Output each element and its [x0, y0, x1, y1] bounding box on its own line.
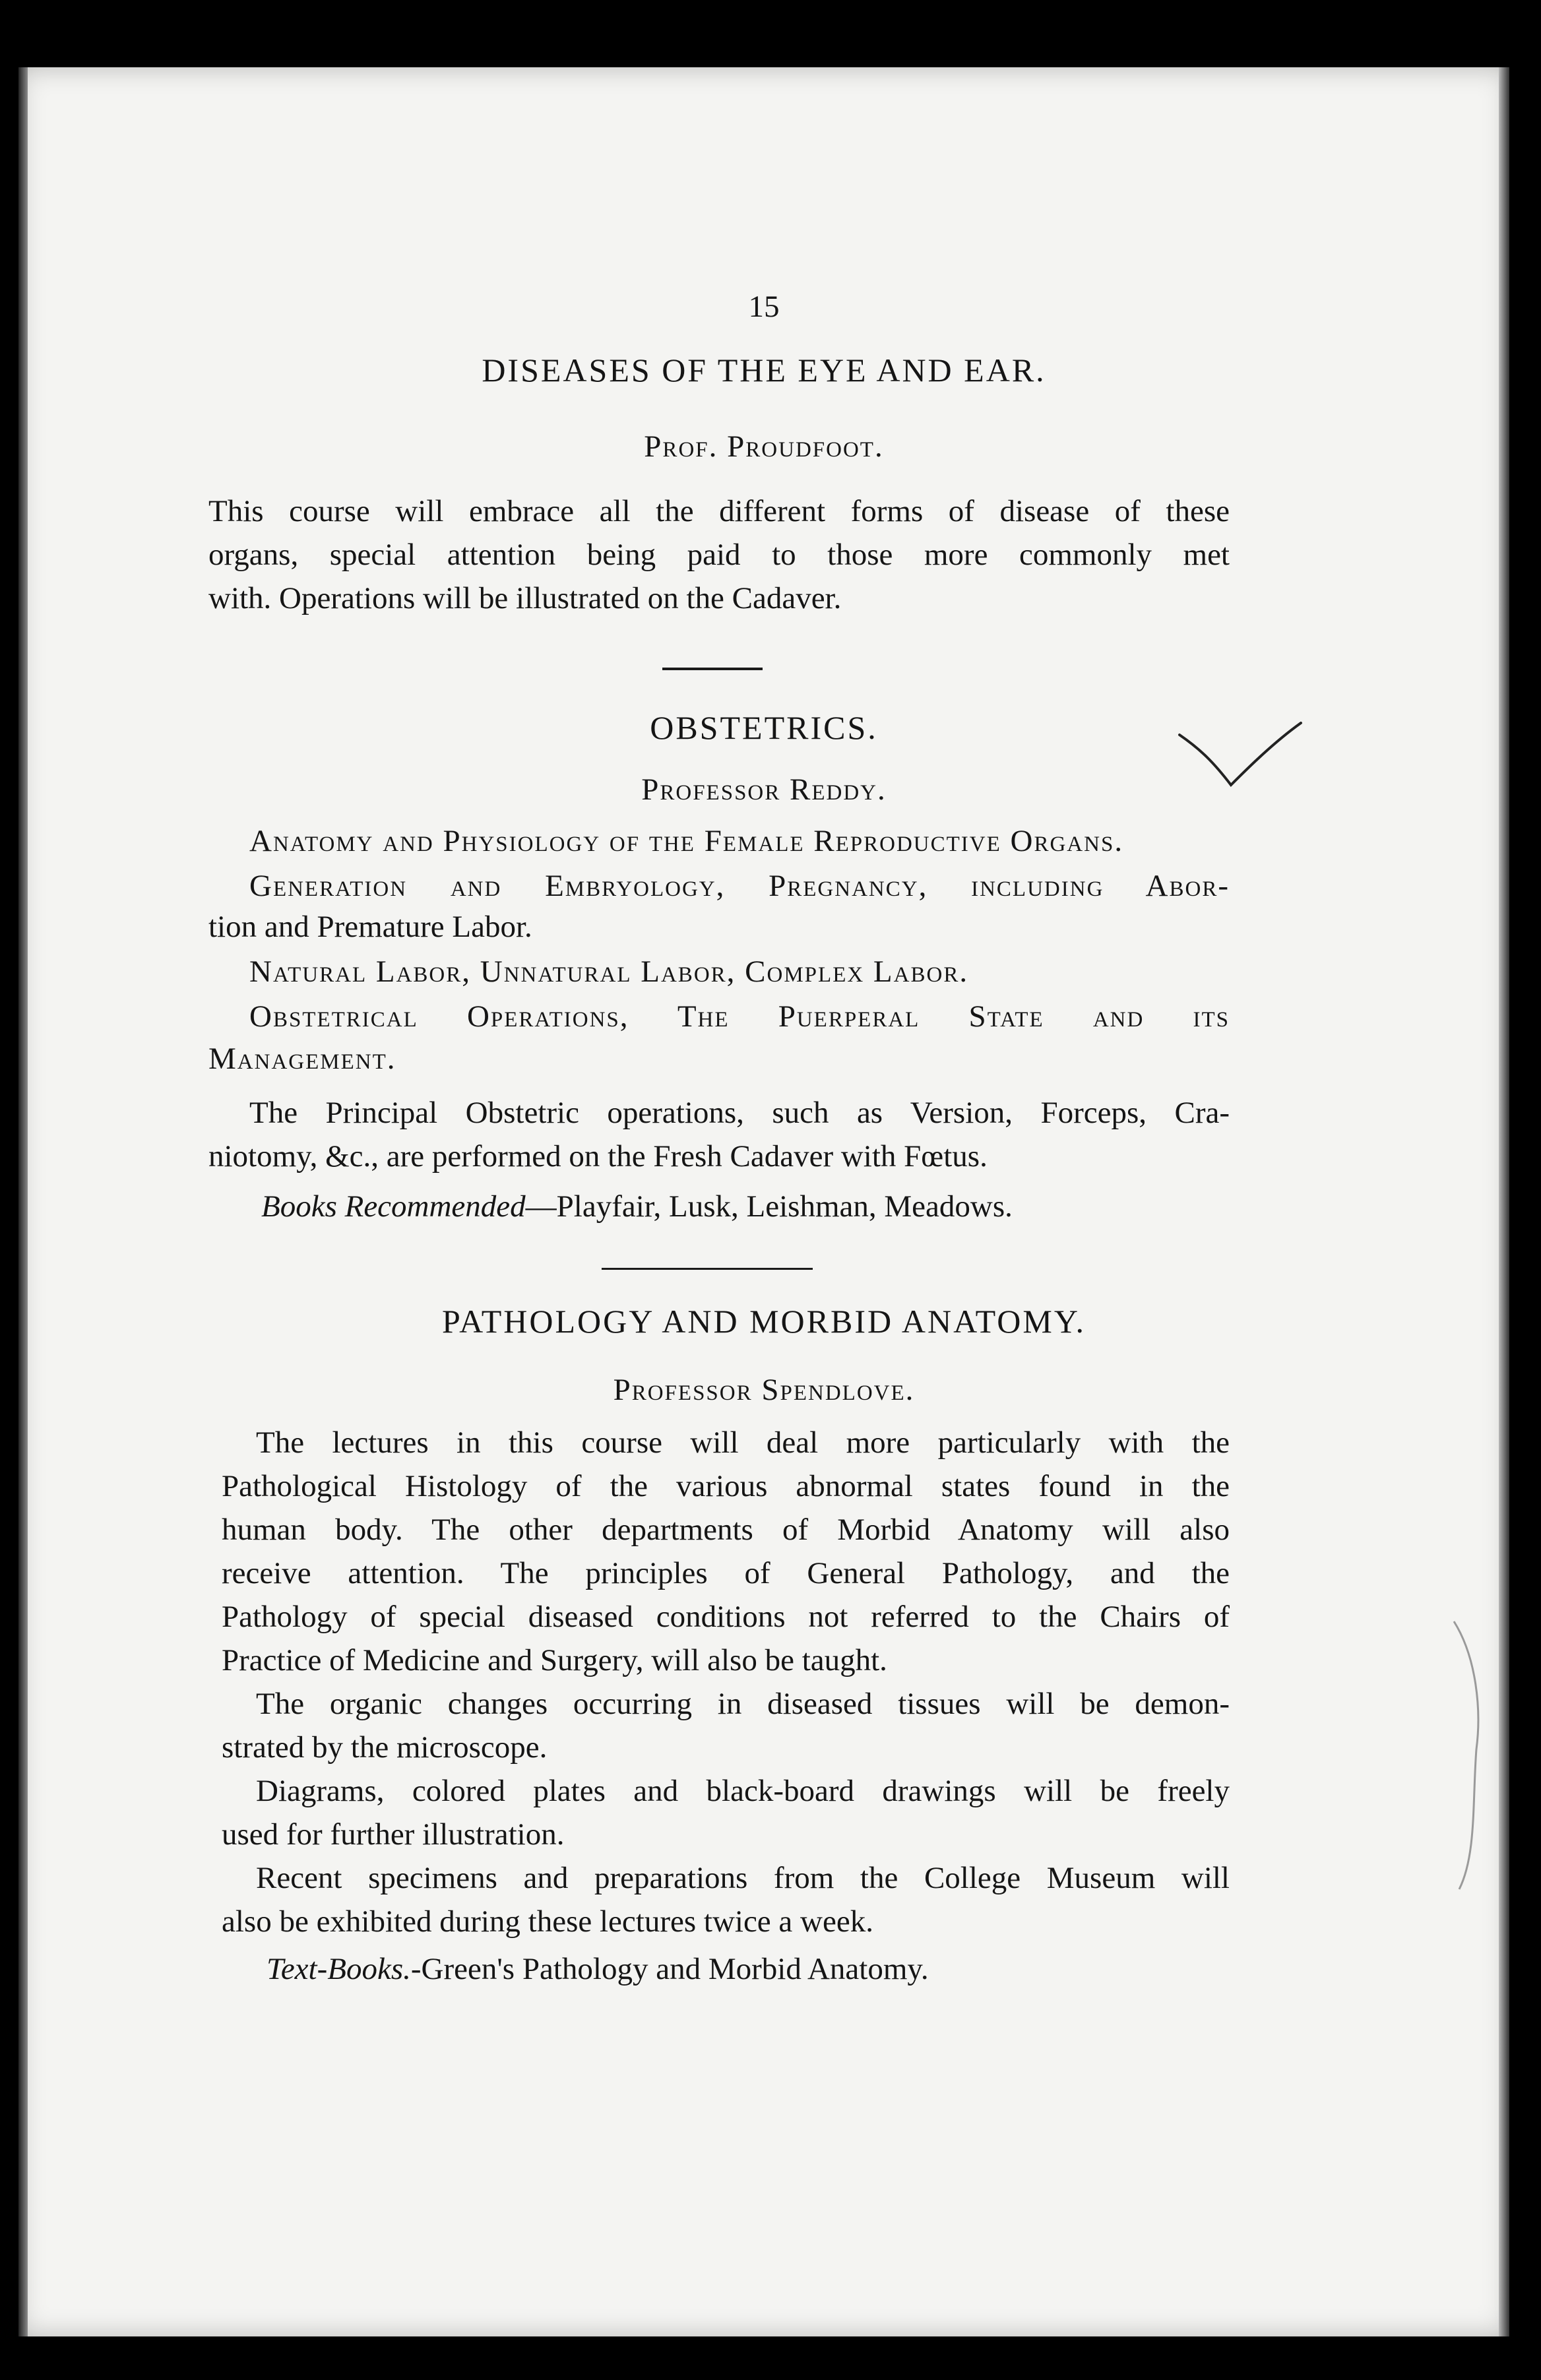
section-heading-obstetrics: OBSTETRICS.	[650, 709, 878, 746]
section-heading-pathology: PATHOLOGY AND MORBID ANATOMY.	[441, 1303, 1086, 1340]
paragraph-line: The organic changes occurring in diseased tissues will be demon-	[256, 1687, 1230, 1721]
paragraph-line: The lectures in this course will deal more particularly with the	[256, 1425, 1230, 1460]
paragraph-line: also be exhibited during these lectures twice a week.	[222, 1904, 873, 1939]
paragraph-line: receive attention. The principles of General Pathology, and the	[222, 1556, 1230, 1590]
paragraph-line: The Principal Obstetric operations, such as Version, Forceps, Cra-	[249, 1096, 1230, 1130]
paragraph-line: Anatomy and Physiology of the Female Reproductive Organs.	[249, 824, 1124, 858]
paragraph-line: Generation and Embryology, Pregnancy, including Abor-	[249, 869, 1230, 903]
paragraph-line: Natural Labor, Unnatural Labor, Complex Labor.	[249, 955, 969, 989]
paragraph-line: strated by the microscope.	[222, 1730, 548, 1765]
document-page	[18, 67, 1509, 2336]
text-books	[267, 1947, 929, 1991]
paragraph-line: Obstetrical Operations, The Puerperal State and its	[249, 999, 1230, 1034]
margin-bracket-mark-icon	[1450, 1617, 1490, 1895]
paragraph-line: with. Operations will be illustrated on the Cadaver.	[208, 581, 842, 615]
books-list: —Playfair, Lusk, Leishman, Meadows.	[525, 1189, 1013, 1224]
paragraph-line: organs, special attention being paid to those more commonly met	[208, 538, 1230, 572]
books-label: Books Recommended	[261, 1189, 526, 1224]
paragraph-line: This course will embrace all the different forms of disease of these	[208, 494, 1230, 528]
professor-reddy: Professor Reddy.	[641, 772, 887, 807]
section-heading-eye-ear: DISEASES OF THE EYE AND EAR.	[482, 352, 1046, 389]
text-books-list: -Green's Pathology and Morbid Anatomy.	[410, 1952, 929, 1986]
paragraph-line: Practice of Medicine and Surgery, will also be taught.	[222, 1643, 887, 1677]
paragraph-line: niotomy, &c., are performed on the Fresh Cadaver with Fœtus.	[208, 1139, 988, 1174]
professor-proudfoot: Prof. Proudfoot.	[644, 429, 884, 464]
section-divider	[662, 668, 763, 670]
paragraph-line: Recent specimens and preparations from the College Museum will	[256, 1861, 1230, 1895]
page-number: 15	[748, 290, 780, 324]
paragraph-line: tion and Premature Labor.	[208, 910, 532, 944]
books-recommended	[261, 1185, 1013, 1228]
paragraph-line: Management.	[208, 1042, 396, 1076]
handwritten-check-mark-icon	[1174, 716, 1306, 796]
paragraph-line: human body. The other departments of Morbid Anatomy will also	[222, 1513, 1230, 1547]
paragraph-line: Diagrams, colored plates and black-board drawings will be freely	[256, 1774, 1230, 1808]
professor-spendlove: Professor Spendlove.	[613, 1373, 915, 1407]
text-books-label: Text-Books.	[267, 1952, 411, 1986]
paragraph-line: used for further illustration.	[222, 1817, 565, 1852]
section-divider	[602, 1268, 813, 1270]
paragraph-line: Pathological Histology of the various abnormal states found in the	[222, 1469, 1230, 1503]
paragraph-line: Pathology of special diseased conditions not referred to the Chairs of	[222, 1600, 1230, 1634]
